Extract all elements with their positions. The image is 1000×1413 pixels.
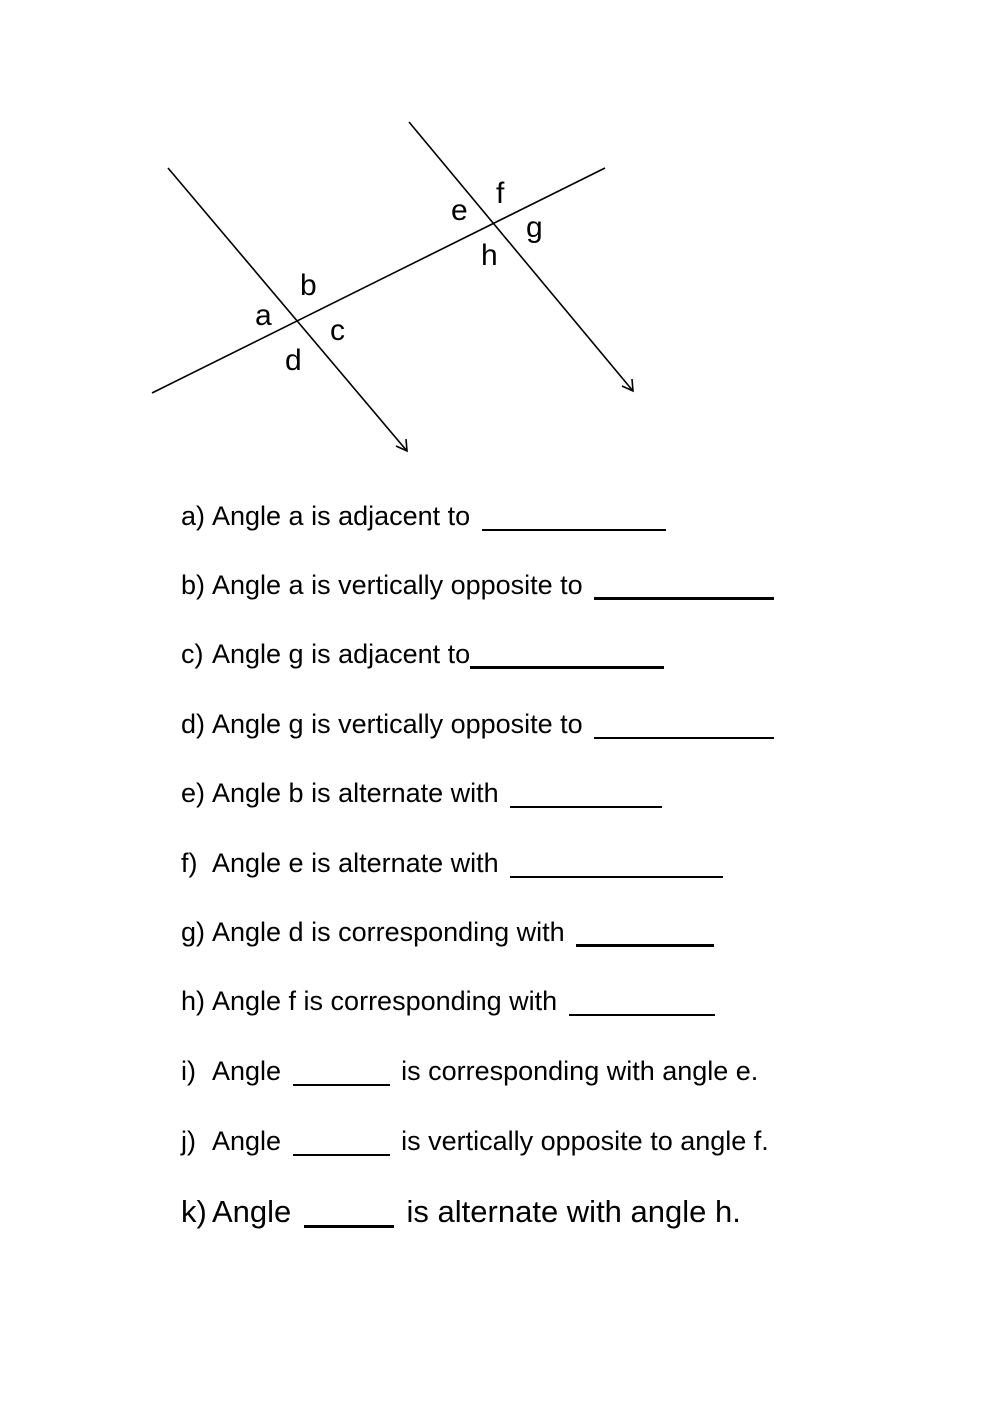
parallel-lines-diagram	[0, 0, 1000, 470]
answer-blank[interactable]	[569, 988, 715, 1016]
answer-blank[interactable]	[594, 571, 774, 600]
question-j	[181, 1125, 769, 1157]
question-marker: b)	[181, 570, 206, 600]
question-marker: d)	[181, 709, 206, 739]
question-marker: i)	[181, 1056, 196, 1086]
question-text: Angle g is adjacent to	[212, 639, 471, 669]
question-d	[181, 708, 774, 740]
angle-label-g: g	[526, 211, 543, 244]
answer-blank[interactable]	[470, 640, 664, 669]
answer-blank[interactable]	[293, 1058, 390, 1086]
answer-blank[interactable]	[510, 850, 723, 878]
question-marker: k)	[181, 1194, 207, 1229]
question-a	[181, 500, 666, 532]
question-g	[181, 916, 714, 948]
question-text-end: is corresponding with angle e.	[401, 1056, 759, 1086]
question-text: Angle d is corresponding with	[212, 917, 565, 947]
question-b	[181, 569, 774, 601]
question-text-start: Angle	[212, 1194, 292, 1229]
question-e	[181, 777, 662, 809]
question-text-end: is alternate with angle h.	[406, 1194, 741, 1229]
question-text: Angle a is vertically opposite to	[212, 570, 583, 600]
question-text-end: is vertically opposite to angle f.	[401, 1126, 769, 1156]
answer-blank[interactable]	[576, 918, 714, 947]
question-text: Angle e is alternate with	[212, 848, 499, 878]
question-marker: e)	[181, 778, 206, 808]
question-marker: h)	[181, 986, 206, 1016]
answer-blank[interactable]	[510, 780, 662, 808]
question-text: Angle g is vertically opposite to	[212, 709, 583, 739]
answer-blank[interactable]	[293, 1128, 390, 1156]
angle-label-c: c	[330, 314, 345, 347]
angle-label-d: d	[285, 344, 302, 377]
angle-label-e: e	[451, 194, 468, 227]
question-k	[181, 1194, 741, 1230]
transversal-line	[152, 168, 605, 393]
question-text-start: Angle	[212, 1056, 282, 1086]
question-text: Angle b is alternate with	[212, 778, 499, 808]
question-h	[181, 985, 715, 1017]
question-f	[181, 847, 723, 879]
question-text: Angle f is corresponding with	[212, 986, 558, 1016]
question-c	[181, 638, 664, 670]
answer-blank[interactable]	[594, 711, 774, 739]
question-marker: g)	[181, 917, 206, 947]
question-text-start: Angle	[212, 1126, 282, 1156]
angle-label-f: f	[496, 177, 505, 210]
question-marker: f)	[181, 848, 198, 878]
answer-blank[interactable]	[482, 503, 666, 531]
angle-label-b: b	[300, 269, 317, 302]
parallel-line-right	[409, 122, 633, 391]
answer-blank[interactable]	[304, 1195, 394, 1228]
question-i	[181, 1055, 758, 1087]
question-marker: c)	[181, 639, 204, 669]
question-text: Angle a is adjacent to	[212, 501, 471, 531]
angle-label-h: h	[481, 239, 498, 272]
question-marker: j)	[181, 1126, 196, 1156]
question-marker: a)	[181, 501, 206, 531]
angle-label-a: a	[255, 299, 272, 332]
parallel-line-left	[168, 168, 407, 451]
